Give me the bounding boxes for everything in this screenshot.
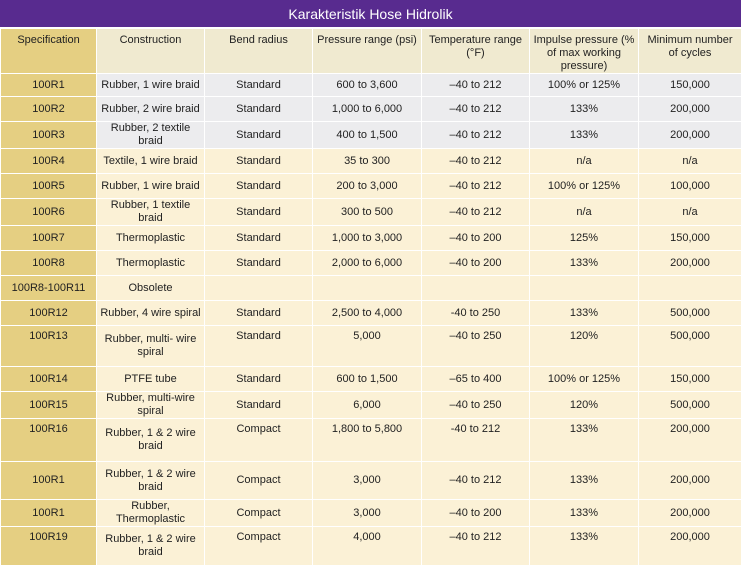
cell-minimum-cycles: 100,000 [639,174,741,199]
cell-minimum-cycles: 200,000 [639,527,741,566]
cell-specification: 100R1 [1,74,97,97]
cell-impulse-pressure: n/a [530,149,639,174]
cell-temperature-range: –40 to 212 [422,199,530,226]
cell-impulse-pressure: 125% [530,226,639,251]
table-row [1,367,741,392]
cell-impulse-pressure: 133% [530,462,639,500]
cell-pressure-range: 300 to 500 [313,199,422,226]
cell-impulse-pressure: 133% [530,251,639,276]
cell-temperature-range: –40 to 212 [422,462,530,500]
cell-specification: 100R14 [1,367,97,392]
header-bend-radius: Bend radius [205,29,313,74]
cell-minimum-cycles: 500,000 [639,301,741,326]
table-row [1,149,741,174]
table-row [1,97,741,122]
cell-specification: 100R16 [1,419,97,462]
cell-pressure-range: 200 to 3,000 [313,174,422,199]
cell-specification: 100R15 [1,392,97,419]
header-minimum-cycles: Minimum number of cycles [639,29,741,74]
cell-pressure-range: 4,000 [313,527,422,566]
cell-impulse-pressure: 133% [530,527,639,566]
hose-spec-table [0,28,741,566]
cell-pressure-range: 2,000 to 6,000 [313,251,422,276]
cell-bend-radius: Standard [205,149,313,174]
cell-construction: Thermoplastic [97,251,205,276]
cell-temperature-range: –40 to 200 [422,251,530,276]
cell-minimum-cycles: 200,000 [639,500,741,527]
cell-bend-radius: Standard [205,74,313,97]
cell-pressure-range: 1,800 to 5,800 [313,419,422,462]
cell-impulse-pressure: 133% [530,97,639,122]
table-row [1,462,741,500]
table-row [1,301,741,326]
cell-pressure-range: 400 to 1,500 [313,122,422,149]
cell-specification: 100R4 [1,149,97,174]
cell-impulse-pressure: 100% or 125% [530,74,639,97]
table-row [1,251,741,276]
table-row [1,392,741,419]
cell-bend-radius: Compact [205,500,313,527]
cell-construction: Rubber, 1 & 2 wire braid [97,419,205,462]
cell-minimum-cycles: 200,000 [639,462,741,500]
cell-construction: Rubber, 1 wire braid [97,74,205,97]
cell-temperature-range: –40 to 250 [422,326,530,367]
cell-temperature-range: –65 to 400 [422,367,530,392]
cell-pressure-range [313,276,422,301]
table-row [1,527,741,566]
cell-pressure-range: 2,500 to 4,000 [313,301,422,326]
cell-temperature-range: –40 to 212 [422,122,530,149]
table-row [1,122,741,149]
cell-bend-radius: Compact [205,462,313,500]
cell-pressure-range: 1,000 to 6,000 [313,97,422,122]
table-title: Karakteristik Hose Hidrolik [0,0,741,28]
cell-specification: 100R12 [1,301,97,326]
cell-construction: Obsolete [97,276,205,301]
header-row [1,29,741,74]
cell-minimum-cycles: 150,000 [639,74,741,97]
cell-pressure-range: 6,000 [313,392,422,419]
cell-construction: Thermoplastic [97,226,205,251]
cell-specification: 100R19 [1,527,97,566]
cell-bend-radius: Standard [205,326,313,367]
cell-specification: 100R8-100R11 [1,276,97,301]
cell-impulse-pressure: 133% [530,122,639,149]
cell-specification: 100R13 [1,326,97,367]
header-temperature-range: Temperature range (°F) [422,29,530,74]
header-specification: Specification [1,29,97,74]
cell-bend-radius: Compact [205,419,313,462]
table-row [1,419,741,462]
cell-bend-radius: Standard [205,199,313,226]
cell-construction: Rubber, multi-wire spiral [97,392,205,419]
table-row [1,174,741,199]
cell-impulse-pressure: 133% [530,301,639,326]
table-row [1,226,741,251]
cell-temperature-range: -40 to 212 [422,419,530,462]
cell-impulse-pressure: 133% [530,419,639,462]
cell-specification: 100R8 [1,251,97,276]
cell-construction: Rubber, 2 wire braid [97,97,205,122]
cell-impulse-pressure: 120% [530,326,639,367]
cell-bend-radius: Standard [205,367,313,392]
cell-minimum-cycles: 150,000 [639,226,741,251]
cell-minimum-cycles: n/a [639,199,741,226]
cell-construction: Rubber, 2 textile braid [97,122,205,149]
cell-minimum-cycles: 150,000 [639,367,741,392]
cell-construction: Textile, 1 wire braid [97,149,205,174]
cell-temperature-range: –40 to 212 [422,74,530,97]
cell-construction: Rubber, 1 & 2 wire braid [97,527,205,566]
cell-bend-radius: Standard [205,226,313,251]
cell-impulse-pressure: 100% or 125% [530,367,639,392]
cell-bend-radius: Standard [205,122,313,149]
cell-specification: 100R5 [1,174,97,199]
cell-minimum-cycles: 200,000 [639,419,741,462]
cell-pressure-range: 600 to 1,500 [313,367,422,392]
cell-specification: 100R2 [1,97,97,122]
cell-construction: Rubber, 1 wire braid [97,174,205,199]
cell-minimum-cycles: 200,000 [639,122,741,149]
cell-impulse-pressure: n/a [530,199,639,226]
cell-pressure-range: 35 to 300 [313,149,422,174]
table-row [1,276,741,301]
cell-impulse-pressure: 100% or 125% [530,174,639,199]
cell-construction: Rubber, 1 & 2 wire braid [97,462,205,500]
cell-specification: 100R1 [1,500,97,527]
table-row [1,326,741,367]
header-impulse-pressure: Impulse pressure (% of max working pressure) [530,29,639,74]
cell-construction: Rubber, 1 textile braid [97,199,205,226]
cell-impulse-pressure: 133% [530,500,639,527]
cell-bend-radius: Compact [205,527,313,566]
cell-specification: 100R7 [1,226,97,251]
cell-construction: Rubber, Thermoplastic [97,500,205,527]
cell-temperature-range: -40 to 250 [422,301,530,326]
cell-impulse-pressure: 120% [530,392,639,419]
cell-temperature-range [422,276,530,301]
cell-construction: PTFE tube [97,367,205,392]
cell-pressure-range: 600 to 3,600 [313,74,422,97]
cell-temperature-range: –40 to 250 [422,392,530,419]
header-pressure-range: Pressure range (psi) [313,29,422,74]
cell-temperature-range: –40 to 212 [422,149,530,174]
cell-minimum-cycles: 200,000 [639,251,741,276]
cell-bend-radius [205,276,313,301]
cell-impulse-pressure [530,276,639,301]
cell-pressure-range: 3,000 [313,500,422,527]
cell-temperature-range: –40 to 212 [422,527,530,566]
cell-bend-radius: Standard [205,97,313,122]
cell-minimum-cycles: 200,000 [639,97,741,122]
cell-bend-radius: Standard [205,251,313,276]
cell-pressure-range: 3,000 [313,462,422,500]
cell-bend-radius: Standard [205,392,313,419]
cell-construction: Rubber, 4 wire spiral [97,301,205,326]
header-construction: Construction [97,29,205,74]
cell-temperature-range: –40 to 212 [422,174,530,199]
cell-temperature-range: –40 to 200 [422,226,530,251]
cell-specification: 100R3 [1,122,97,149]
table-row [1,199,741,226]
cell-minimum-cycles: 500,000 [639,392,741,419]
cell-construction: Rubber, multi- wire spiral [97,326,205,367]
table-row [1,74,741,97]
cell-minimum-cycles [639,276,741,301]
cell-specification: 100R1 [1,462,97,500]
cell-minimum-cycles: n/a [639,149,741,174]
cell-bend-radius: Standard [205,301,313,326]
cell-pressure-range: 5,000 [313,326,422,367]
cell-bend-radius: Standard [205,174,313,199]
cell-minimum-cycles: 500,000 [639,326,741,367]
cell-temperature-range: –40 to 200 [422,500,530,527]
cell-specification: 100R6 [1,199,97,226]
cell-temperature-range: –40 to 212 [422,97,530,122]
table-row [1,500,741,527]
cell-pressure-range: 1,000 to 3,000 [313,226,422,251]
